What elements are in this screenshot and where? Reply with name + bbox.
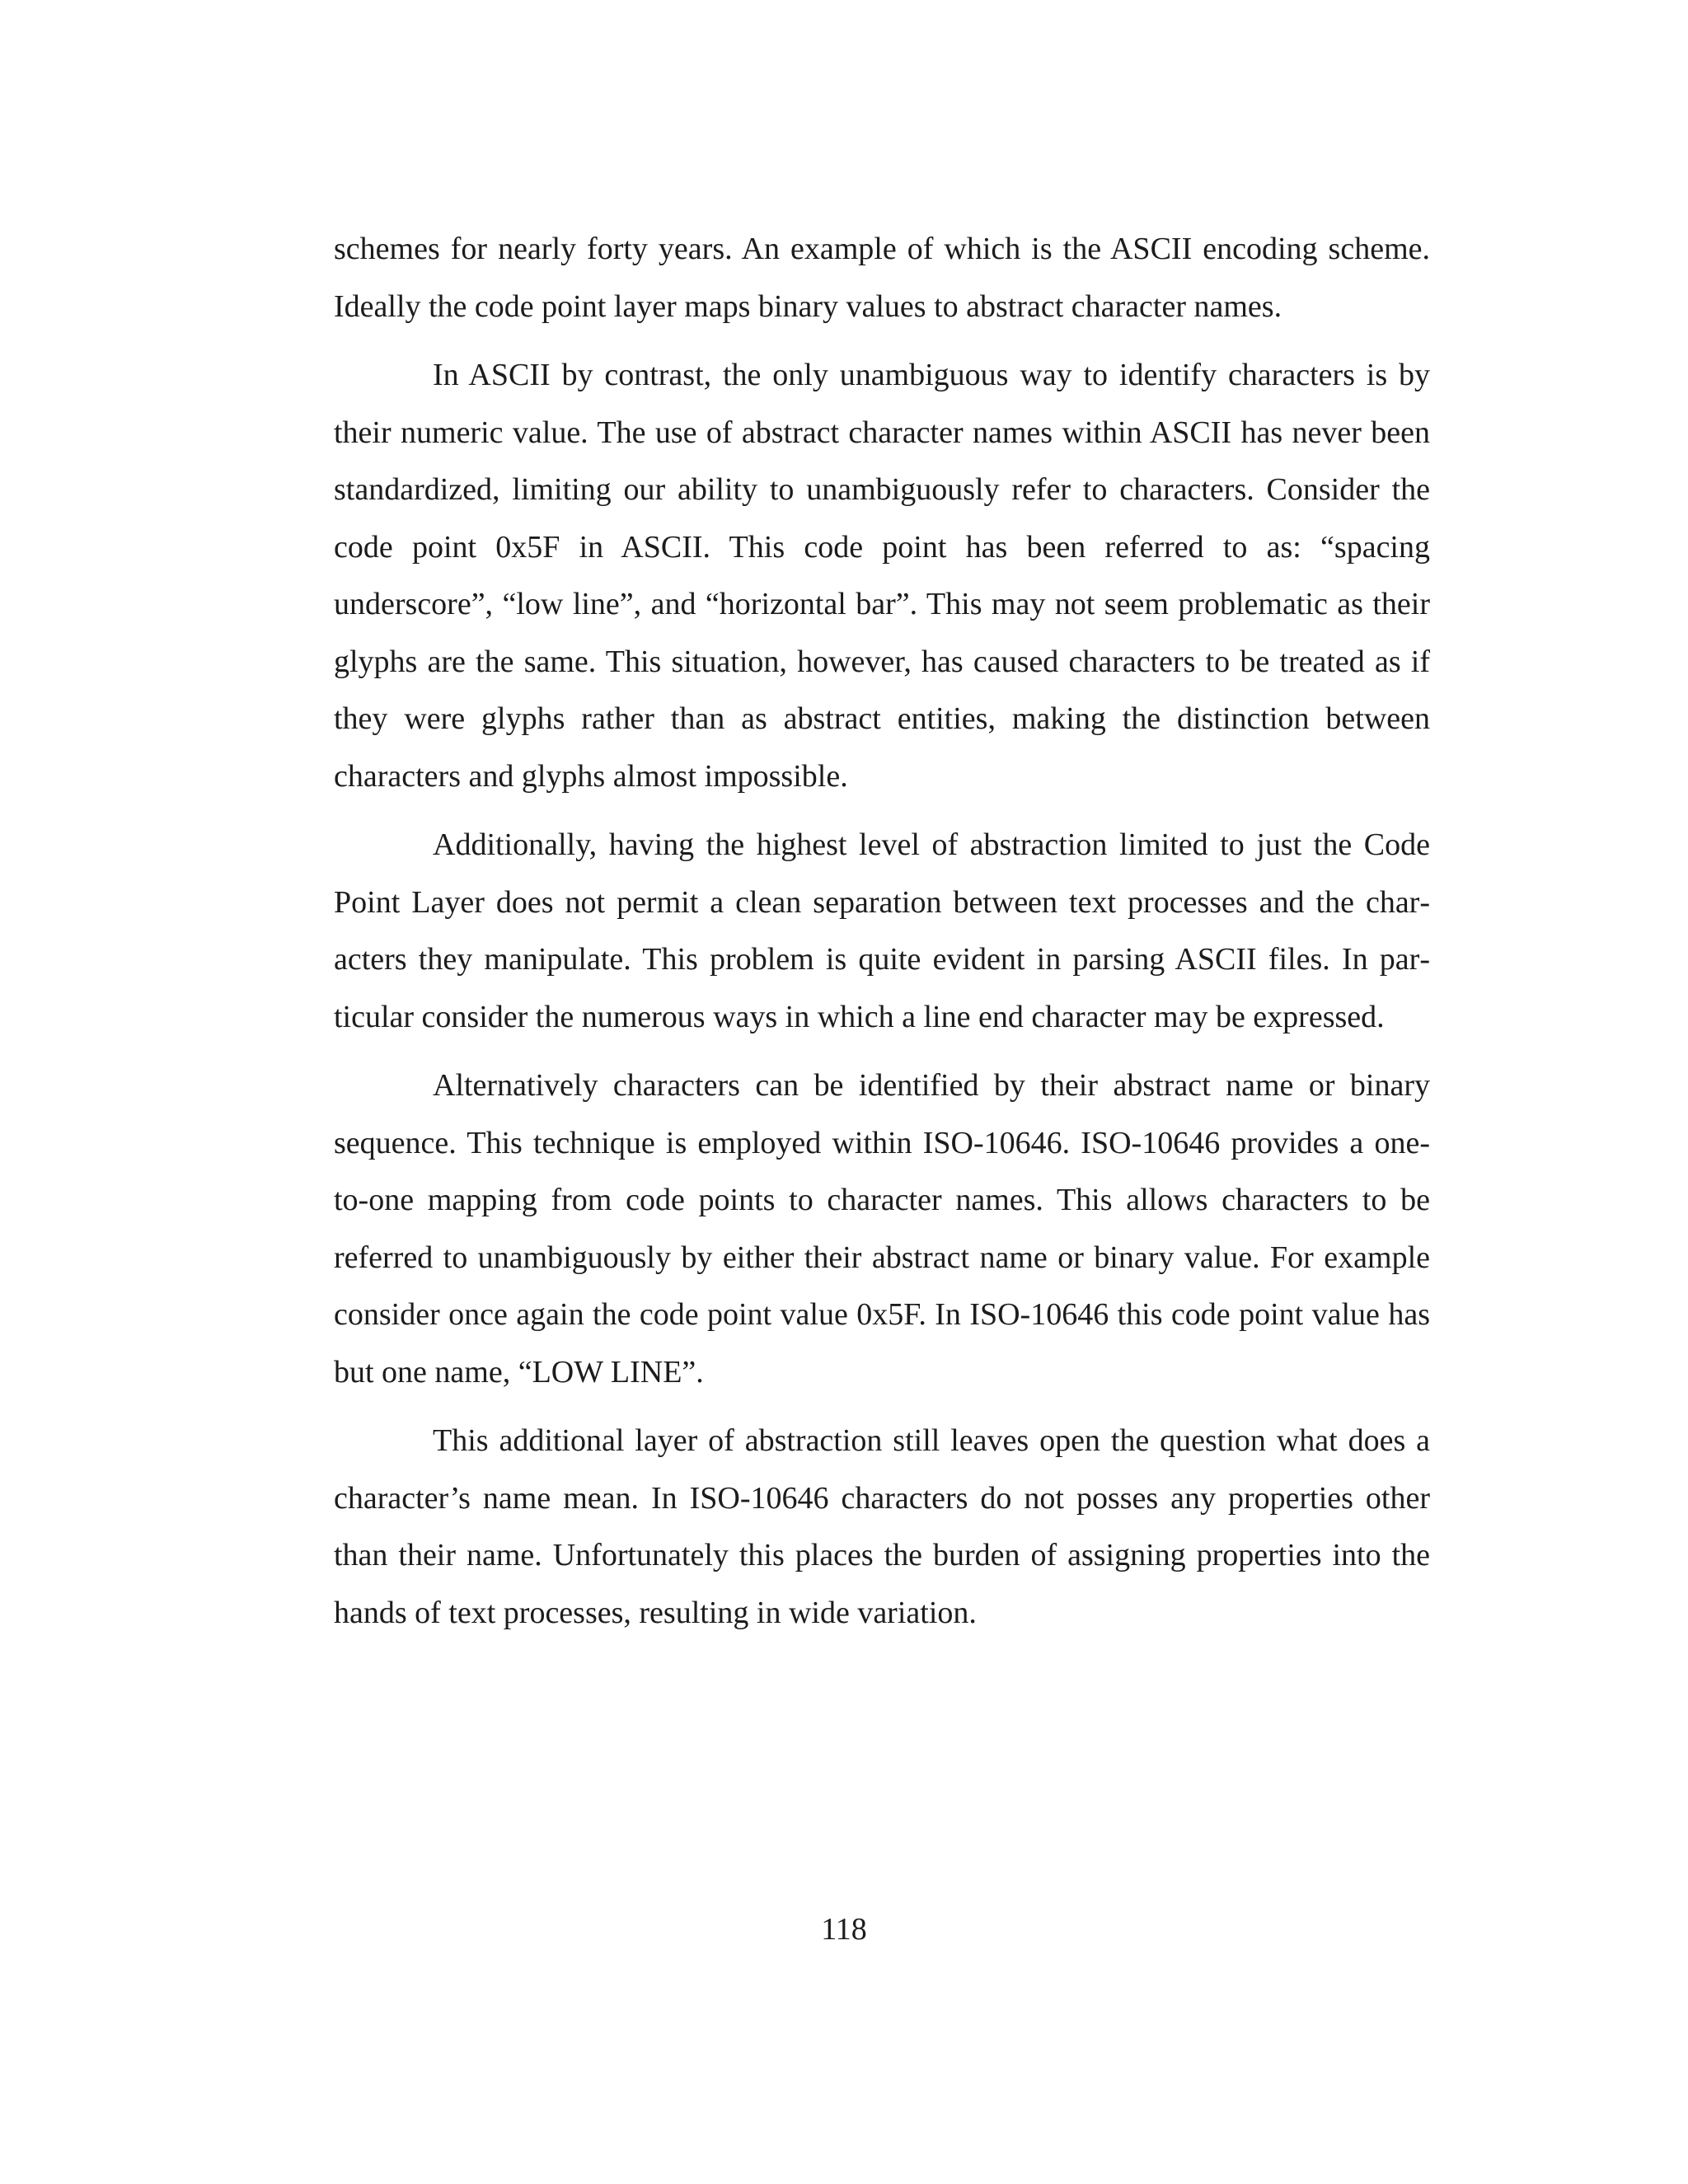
paragraph-code-point-layer: Additionally, having the highest level of abstraction limited to just the Code Point Layer does not permit a clean separation between text processes and the characters they manipulate. This problem is quite evident in parsing ASCII files. In particular consider the numerous ways in which a line end character may be expressed. (334, 827, 1430, 1034)
body-text (334, 221, 1430, 1653)
paragraph-ascii-names: In ASCII by contrast, the only unambiguous way to identify characters is by their numeric value. The use of abstract character names within ASCII has never been standardized, limiting our ability to unambiguously refer to characters. Consider the code point 0x5F in ASCII. This code point has been referred to as: “spacing underscore”, “low line”, and “horizontal bar”. This may not seem problematic as their glyphs are the same. This situation, however, has caused characters to be treated as if they were glyphs rather than as abstract entities, making the distinction between characters and glyphs almost impossible. (334, 358, 1430, 794)
paragraph-character-properties: This additional layer of abstraction still leaves open the question what does a character’s name mean. In ISO-10646 characters do not posses any properties other than their name. Unfortunately this places the burden of assigning properties into the hands of text processes, resulting in wide variation. (334, 1423, 1430, 1630)
page-number: 118 (821, 1912, 867, 1947)
paragraph-continued: schemes for nearly forty years. An example of which is the ASCII encoding scheme. Ideally the code point layer maps binary values to abstract character names. (334, 232, 1430, 324)
paragraph-iso-10646: Alternatively characters can be identified by their abstract name or binary sequence. This technique is employed within ISO-10646. ISO-10646 provides a one-to-one mapping from code points to character names. This allows characters to be referred to unambiguously by either their abstract name or binary value. For example consider once again the code point value 0x5F. In ISO-10646 this code point value has but one name, “LOW LINE”. (334, 1068, 1430, 1390)
